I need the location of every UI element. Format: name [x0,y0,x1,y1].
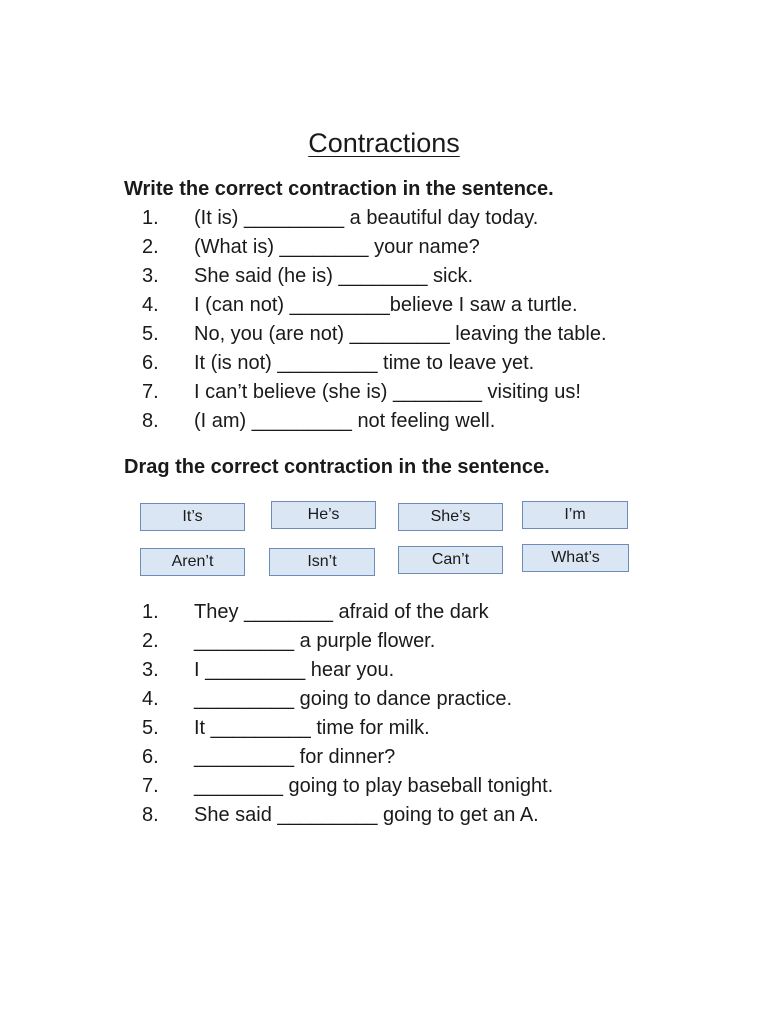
item-number: 7. [142,381,159,403]
item-text: (It is) _________ a beautiful day today. [194,207,539,229]
item-number: 7. [142,775,159,797]
item-text: I (can not) _________believe I saw a turtle. [194,294,578,316]
word-chip-isnt[interactable]: Isn’t [269,548,375,576]
item-number: 8. [142,804,159,826]
section2-heading: Drag the correct contraction in the sentence. [124,456,550,478]
item-text[interactable]: She said _________ going to get an A. [194,804,539,826]
word-chip-cant[interactable]: Can’t [398,546,503,574]
item-number: 6. [142,352,159,374]
word-chip-im[interactable]: I’m [522,501,628,529]
item-number: 2. [142,630,159,652]
item-text[interactable]: ________ going to play baseball tonight. [194,775,554,797]
item-number: 6. [142,746,159,768]
item-text[interactable]: They ________ afraid of the dark [194,601,489,623]
page-title: Contractions [308,128,460,158]
word-chip-its[interactable]: It’s [140,503,245,531]
item-text[interactable]: It _________ time for milk. [194,717,430,739]
item-text[interactable]: I _________ hear you. [194,659,395,681]
item-number: 2. [142,236,159,258]
item-text[interactable]: _________ a purple flower. [194,630,436,652]
item-text[interactable]: _________ going to dance practice. [194,688,513,710]
item-text[interactable]: _________ for dinner? [194,746,396,768]
word-chip-hes[interactable]: He’s [271,501,376,529]
item-text: (I am) _________ not feeling well. [194,410,496,432]
item-number: 3. [142,659,159,681]
item-text: I can’t believe (she is) ________ visiting us! [194,381,581,403]
word-chip-arent[interactable]: Aren’t [140,548,245,576]
item-number: 1. [142,601,159,623]
word-chip-shes[interactable]: She’s [398,503,503,531]
section1-heading: Write the correct contraction in the sentence. [124,178,554,200]
item-number: 1. [142,207,159,229]
item-text: (What is) ________ your name? [194,236,480,258]
item-number: 4. [142,294,159,316]
item-number: 8. [142,410,159,432]
word-chip-whats[interactable]: What’s [522,544,629,572]
item-number: 5. [142,717,159,739]
item-text: No, you (are not) _________ leaving the table. [194,323,607,345]
item-text: It (is not) _________ time to leave yet. [194,352,535,374]
item-text: She said (he is) ________ sick. [194,265,474,287]
item-number: 5. [142,323,159,345]
item-number: 4. [142,688,159,710]
item-number: 3. [142,265,159,287]
